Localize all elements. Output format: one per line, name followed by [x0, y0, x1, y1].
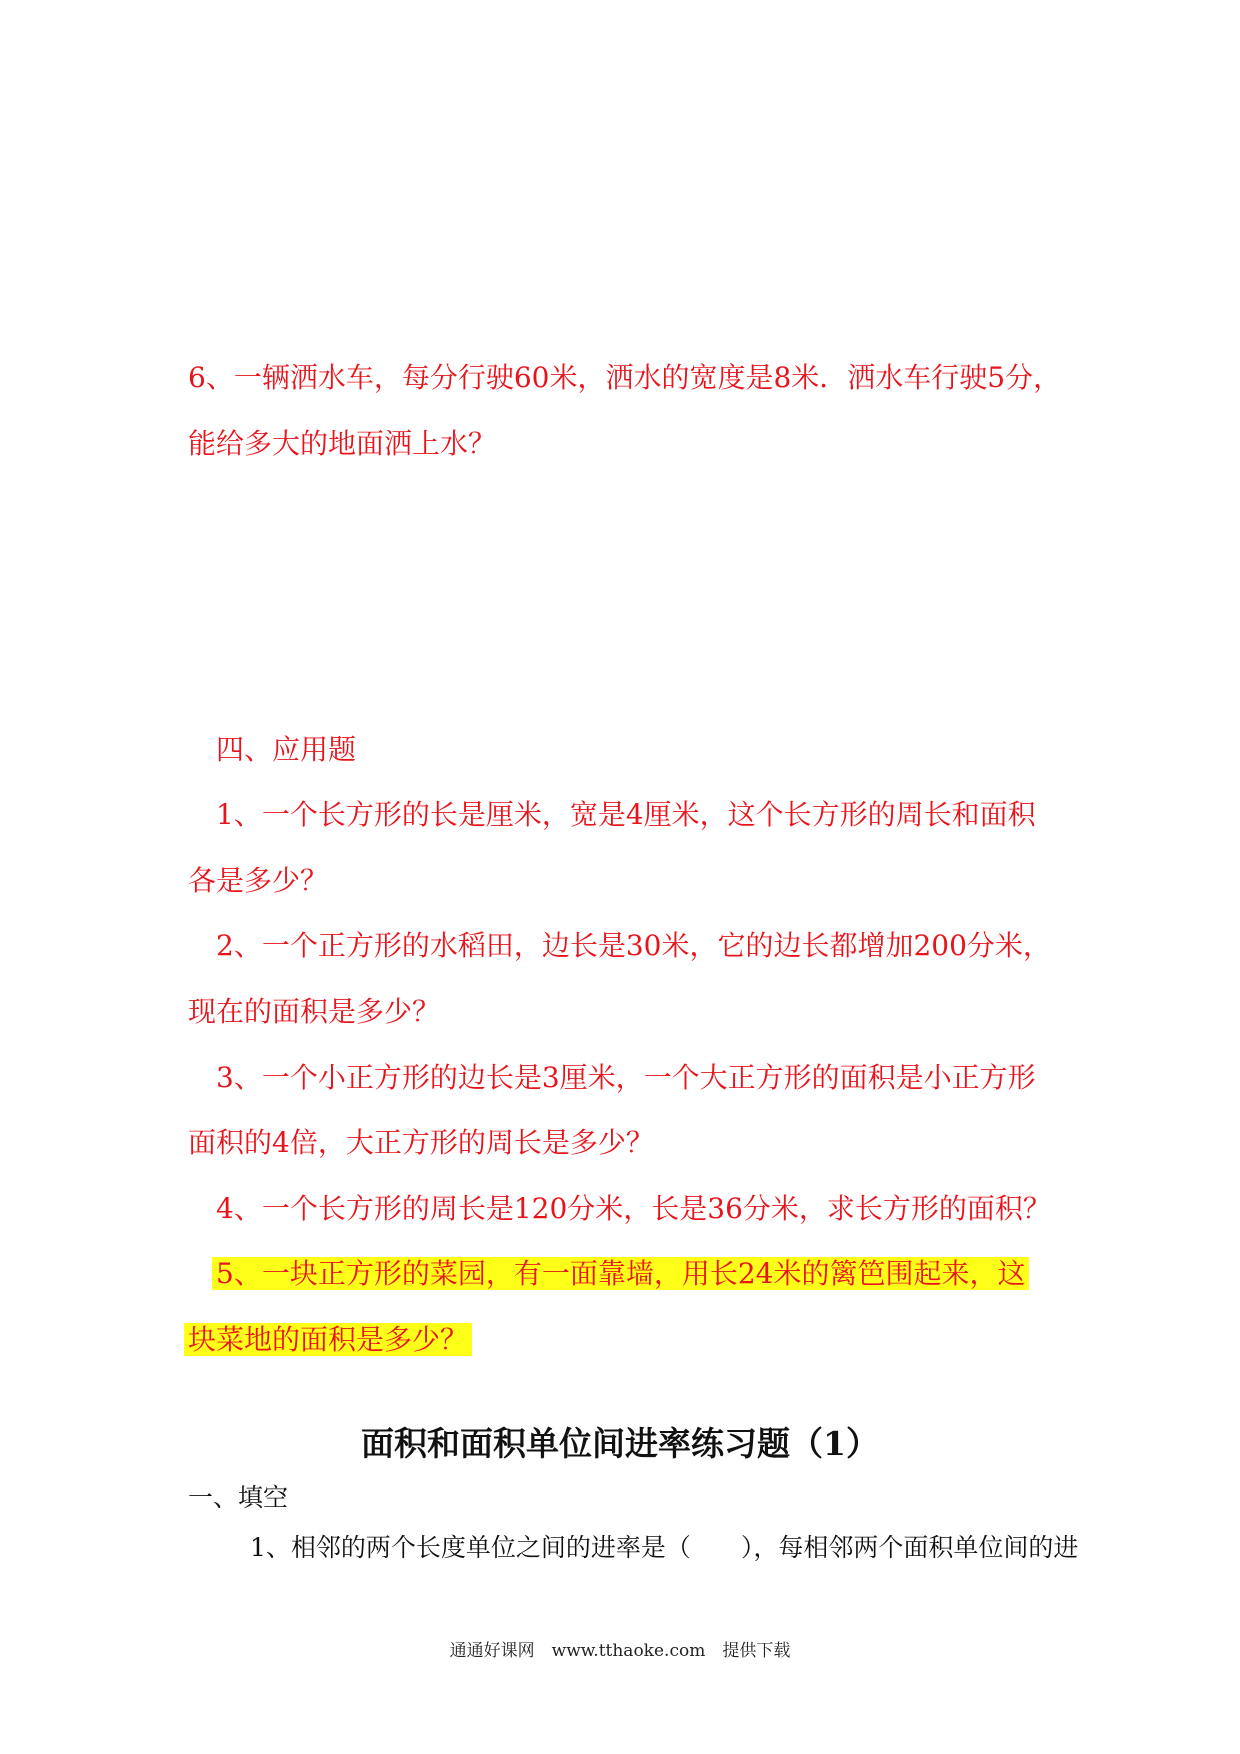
- app-q4-line-1: 4、一个长方形的周长是120分米，长是36分米，求长方形的面积？: [216, 1192, 1051, 1225]
- app-q2-line-2: 现在的面积是多少？: [188, 995, 441, 1028]
- q6-line-2: 能给多大的地面洒上水？: [188, 427, 497, 460]
- exercise-title: 面积和面积单位间进率练习题（1）: [361, 1424, 879, 1463]
- section-4-heading: 四、应用题: [216, 733, 357, 766]
- highlight: 块菜地的面积是多少？: [184, 1323, 472, 1356]
- app-q2-line-1: 2、一个正方形的水稻田，边长是30米，它的边长都增加200分米，: [216, 929, 1051, 962]
- footer-credit: 通通好课网 www.tthaoke.com 提供下载: [449, 1641, 791, 1661]
- app-q1-line-2: 各是多少？: [188, 864, 329, 897]
- highlight: 5、一块正方形的菜园，有一面靠墙，用长24米的篱笆围起来，这: [212, 1257, 1029, 1290]
- fill-blank-heading: 一、填空: [188, 1483, 289, 1512]
- app-q1-line-1: 1、一个长方形的长是厘米，宽是4厘米，这个长方形的周长和面积: [216, 798, 1036, 831]
- fill-blank-q1-line: 1、相邻的两个长度单位之间的进率是（ ），每相邻两个面积单位间的进: [250, 1533, 1079, 1562]
- app-q3-line-1: 3、一个小正方形的边长是3厘米，一个大正方形的面积是小正方形: [216, 1061, 1036, 1094]
- app-q5-line-2: [184, 1320, 472, 1360]
- app-q5-line-1: [212, 1254, 1029, 1294]
- app-q3-line-2: 面积的4倍，大正方形的周长是多少？: [188, 1126, 654, 1159]
- q6-line-1: 6、一辆洒水车，每分行驶60米，洒水的宽度是8米．洒水车行驶5分，: [188, 361, 1062, 394]
